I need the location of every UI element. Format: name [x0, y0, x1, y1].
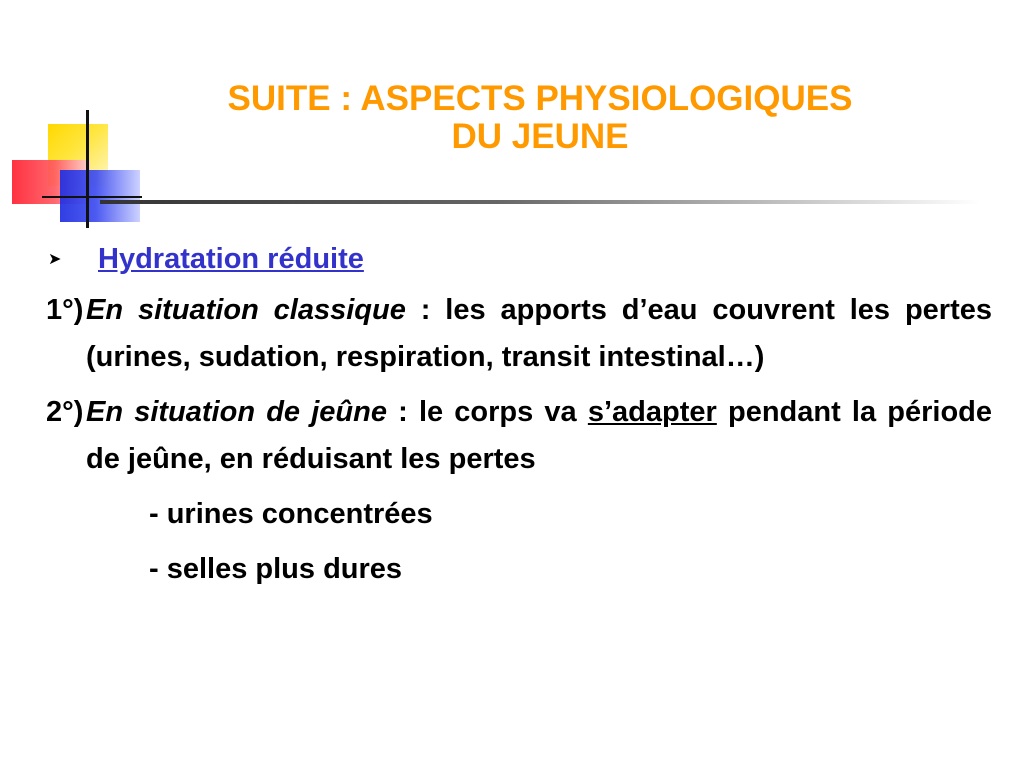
paragraph-text-continued: pendant la période de jeûne, en réduisant les pertes: [86, 396, 992, 475]
slide-title: [110, 80, 970, 156]
bullet-line: [46, 236, 992, 283]
subheading: Hydratation réduite: [98, 243, 364, 275]
paragraph-number: 1°): [46, 294, 84, 326]
slide-body: [46, 236, 992, 593]
paragraph-text: : les apports d’eau couvrent les pertes (urines, sudation, respiration, transit intestinal…): [86, 294, 992, 373]
arrowhead-bullet-icon: ➤: [48, 251, 62, 268]
paragraph-text: : le corps va: [386, 396, 588, 428]
list-item: - selles plus dures: [149, 553, 403, 585]
paragraph-lead: En situation de jeûne: [86, 396, 387, 428]
paragraph-2: [46, 389, 992, 483]
title-line-2: DU JEUNE: [451, 117, 629, 156]
decor-vertical-line: [86, 110, 89, 228]
paragraph-lead: En situation classique: [86, 294, 406, 326]
paragraph-number: 2°): [46, 396, 84, 428]
title-line-1: SUITE : ASPECTS PHYSIOLOGIQUES: [227, 79, 853, 118]
paragraph-1: [46, 287, 992, 381]
decor-horizontal-line: [42, 196, 142, 198]
list-item: - urines concentrées: [149, 498, 433, 530]
title-underline-rule: [100, 200, 980, 204]
underlined-word: s’adapter: [587, 396, 717, 428]
